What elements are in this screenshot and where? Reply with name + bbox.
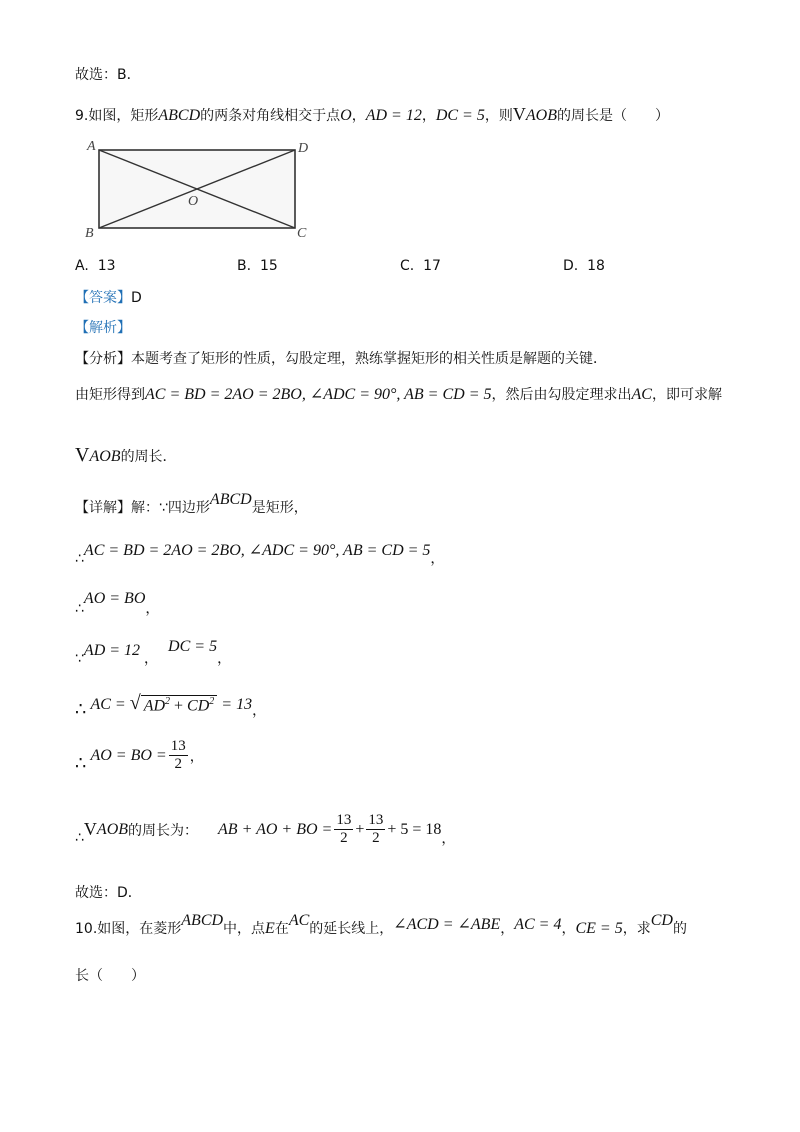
- answer-tag: 【答案】: [75, 290, 131, 306]
- triangle-symbol: V: [83, 819, 97, 839]
- analysis2-c: ，即可求解: [651, 387, 722, 403]
- option-b: [237, 258, 278, 274]
- analysis2-ac: AC: [631, 386, 652, 403]
- fraction-denominator: 2: [372, 830, 380, 846]
- therefore-symbol: ∴: [75, 699, 87, 720]
- step-4-end: ，: [252, 703, 267, 719]
- previous-answer: 故选：B．: [75, 67, 141, 83]
- step-1: [75, 540, 445, 567]
- q9-condition-ad: AD = 12: [365, 107, 422, 124]
- q10-cd: CD: [650, 912, 673, 929]
- rectangle-figure: [82, 138, 322, 243]
- label-d: D: [298, 141, 309, 156]
- option-b-value: 15: [259, 258, 278, 274]
- fraction-numerator: 13: [336, 812, 352, 828]
- label-a: A: [87, 139, 96, 154]
- detail-line: [75, 491, 308, 517]
- analysis-text: 本题考查了矩形的性质，勾股定理，熟练掌握矩形的相关性质是解题的关键．: [131, 351, 607, 367]
- fraction-denominator: 2: [340, 830, 348, 846]
- fraction-13-2: [169, 738, 188, 773]
- fraction-numerator: 13: [368, 812, 384, 828]
- option-c-letter: C.: [400, 258, 415, 274]
- q10-stem-end: 长（ ）: [75, 968, 145, 984]
- q10-text-4: 的延长线上，: [309, 921, 394, 937]
- q10-rhombus-name: ABCD: [181, 912, 224, 929]
- detail-text-1: 解：∵四边形: [131, 500, 210, 516]
- q10-text-8: 的: [672, 921, 687, 937]
- analysis3-name: AOB: [89, 448, 121, 465]
- therefore-symbol: ∴: [75, 753, 87, 774]
- step-5-end: ，: [189, 748, 204, 765]
- triangle-symbol: V: [75, 444, 90, 466]
- analysis2-a: 由矩形得到: [75, 387, 145, 403]
- q10-number: 10.: [75, 921, 98, 937]
- step-3-ad: AD = 12: [83, 642, 141, 659]
- answer-line: [75, 287, 142, 307]
- fraction-numerator: 13: [170, 738, 186, 754]
- q10-condition-ac: AC = 4: [514, 916, 562, 933]
- step-6-lhs: AB + AO + BO =: [218, 820, 333, 838]
- step-4: [75, 692, 267, 720]
- detail-head: 【详解】: [75, 500, 131, 516]
- step-3-dc: DC = 5: [168, 638, 218, 655]
- q10-text-2: 中，点: [223, 921, 266, 937]
- q10-condition-angle: ∠ACD = ∠ABE: [393, 916, 501, 933]
- step-6-name: AOB: [96, 820, 129, 838]
- label-b: B: [85, 226, 94, 241]
- option-a-letter: A.: [75, 258, 89, 274]
- option-c-value: 17: [423, 258, 441, 274]
- option-d: [563, 258, 605, 274]
- q9-text-5: ，则: [484, 108, 513, 124]
- q9-text-3: ，: [351, 108, 366, 124]
- q10-text-3: 在: [274, 921, 289, 937]
- option-d-value: 18: [587, 258, 605, 274]
- step-5-lhs: AO = BO =: [90, 746, 167, 764]
- step-6-text: 的周长为：: [128, 822, 199, 839]
- q10-condition-ce: CE = 5: [575, 920, 623, 937]
- option-d-letter: D.: [563, 258, 579, 274]
- plus-sign: +: [355, 820, 365, 838]
- step-2-end: ，: [145, 601, 160, 617]
- step-5: [75, 738, 204, 773]
- q9-text-4: ，: [421, 108, 436, 124]
- step-3-comma: ，: [144, 651, 159, 667]
- q10-text-1: 如图，在菱形: [97, 921, 182, 937]
- q9-triangle-name: AOB: [525, 107, 557, 124]
- detail-text-2: 是矩形，: [251, 500, 308, 516]
- label-o: O: [188, 194, 199, 209]
- q10-text-6: ，: [561, 921, 576, 937]
- q10-ac: AC: [288, 912, 310, 929]
- q10-stem: [75, 912, 687, 938]
- q9-text-2: 的两条对角线相交于点: [200, 108, 341, 124]
- analysis2-formula: AC = BD = 2AO = 2BO, ∠ADC = 90°, AB = CD = 5: [145, 386, 492, 403]
- step-2: [75, 588, 160, 617]
- option-b-letter: B.: [237, 258, 252, 274]
- step-4-rhs: = 13: [221, 696, 253, 713]
- q9-stem: [75, 104, 669, 125]
- final-answer: 故选：D．: [75, 885, 142, 901]
- step-2-formula: AO = BO: [83, 590, 146, 607]
- therefore-symbol: ∴: [75, 551, 84, 567]
- q10-text-7: ，求: [622, 921, 651, 937]
- analysis-line-2: [75, 384, 722, 404]
- therefore-symbol: ∴: [75, 601, 84, 617]
- radicand-ad: AD: [143, 697, 166, 714]
- step-4-lhs: AC =: [90, 696, 126, 713]
- square-root: √ $AD^2 + CD^2$: [130, 692, 218, 715]
- exponent: 2: [209, 695, 215, 707]
- q9-text-1: 如图，矩形: [88, 108, 159, 124]
- fraction-13-2-b: [366, 812, 385, 847]
- q9-text-6: 的周长是（ ）: [556, 108, 669, 124]
- analysis-tag: 【解析】: [75, 320, 131, 336]
- radicand: [141, 695, 218, 715]
- step-1-end: ，: [430, 551, 445, 567]
- step-3-end: ，: [217, 651, 232, 667]
- triangle-symbol: V: [512, 104, 526, 124]
- exponent: 2: [165, 695, 171, 707]
- q9-rect-name: ABCD: [158, 107, 201, 124]
- answer-value: D: [131, 290, 142, 306]
- option-c: [400, 258, 441, 274]
- option-a: [75, 258, 116, 274]
- option-a-value: 13: [97, 258, 116, 274]
- fraction-13-2-a: [334, 812, 353, 847]
- step-6: [75, 812, 455, 847]
- label-c: C: [297, 226, 307, 241]
- step-3: [75, 638, 232, 667]
- analysis-line: [75, 348, 607, 368]
- detail-rect: ABCD: [209, 491, 252, 508]
- radicand-cd: CD: [187, 697, 210, 714]
- q9-condition-dc: DC = 5: [435, 107, 485, 124]
- analysis3-text: 的周长．: [120, 449, 177, 465]
- q10-point-e: E: [265, 920, 275, 937]
- plus-sign: +: [170, 697, 188, 714]
- because-symbol: ∵: [75, 651, 84, 667]
- analysis-line-3: [75, 444, 177, 467]
- step-6-end: ，: [441, 830, 456, 847]
- step-6-rhs: + 5 = 18: [387, 820, 442, 838]
- fraction-denominator: 2: [174, 756, 182, 772]
- step-1-formula: AC = BD = 2AO = 2BO, ∠ADC = 90°, AB = CD = 5: [83, 542, 431, 559]
- q9-point-o: O: [340, 107, 352, 124]
- q10-text-5: ，: [500, 921, 515, 937]
- analysis2-b: ，然后由勾股定理求出: [491, 387, 632, 403]
- q9-number: 9.: [75, 108, 89, 124]
- analysis-head: 【分析】: [75, 351, 131, 367]
- therefore-symbol: ∴: [75, 829, 84, 846]
